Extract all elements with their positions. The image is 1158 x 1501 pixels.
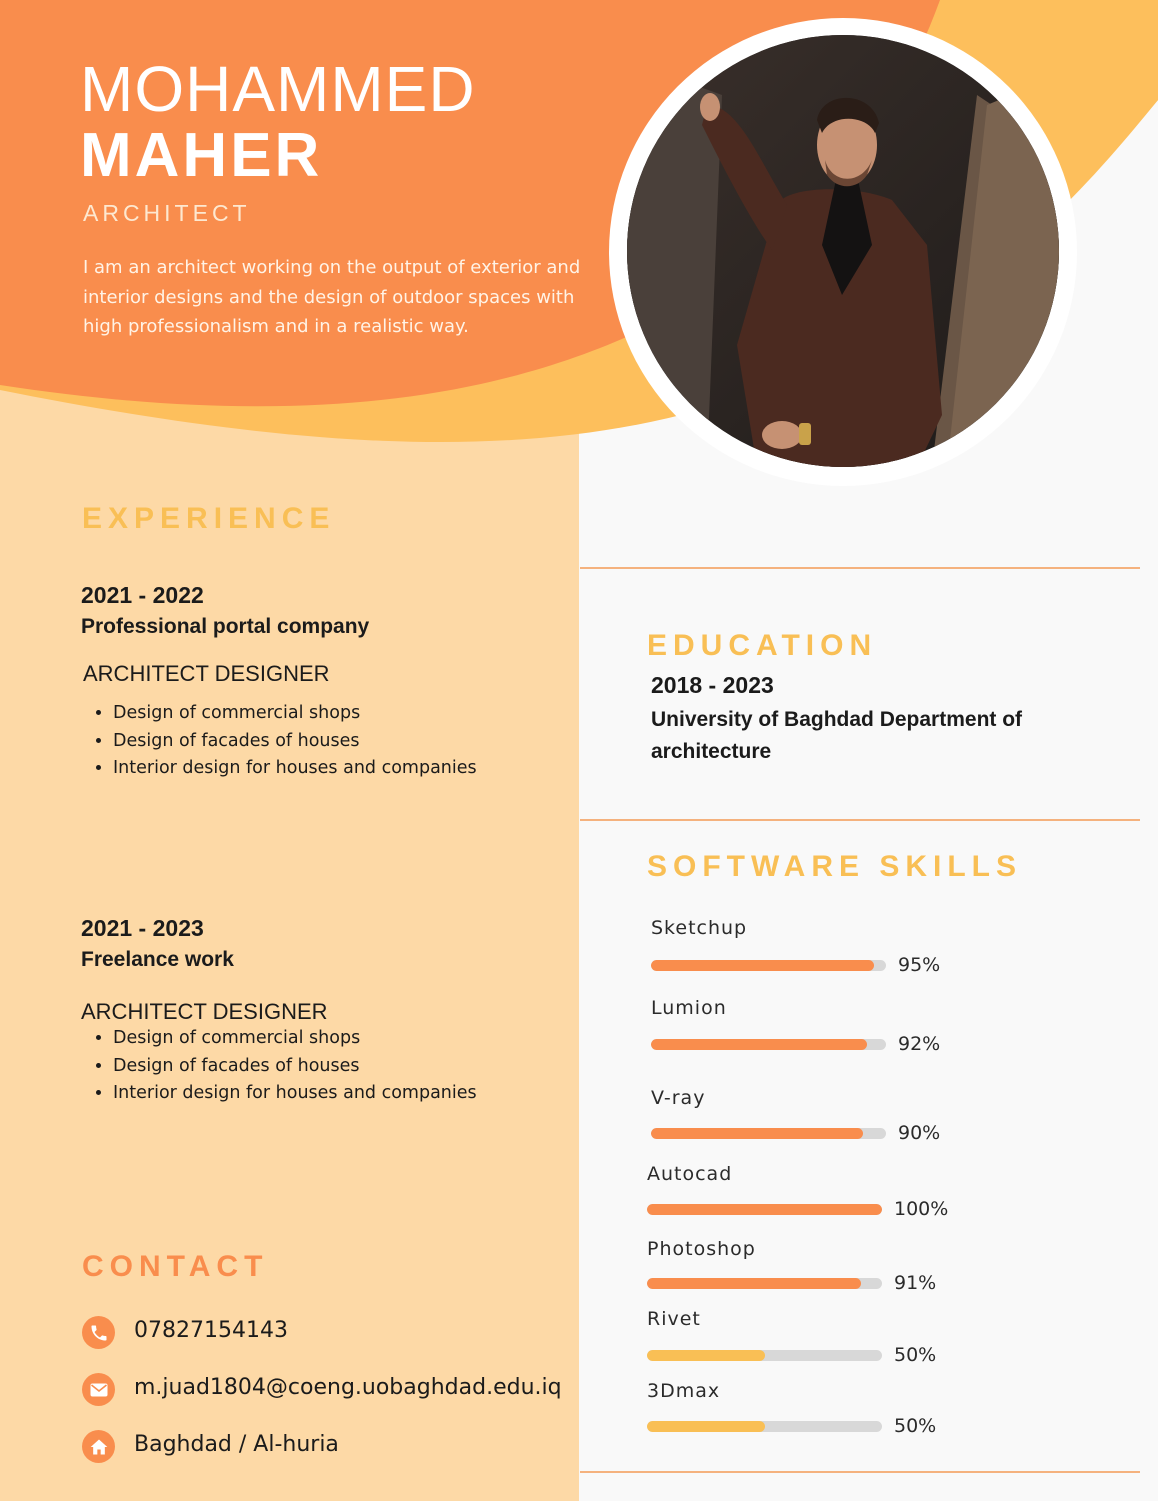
job-task: • Interior design for houses and companies [113,1080,477,1108]
skill-bar-fill [651,960,874,971]
skill-name: Autocad [647,1163,733,1185]
education-heading: EDUCATION [647,629,878,662]
home-icon [82,1430,115,1463]
skill-name: Photoshop [647,1238,756,1260]
contact-heading: CONTACT [82,1250,269,1283]
skills-heading: SOFTWARE SKILLS [647,850,1022,883]
skill-bar-fill [651,1128,863,1139]
skill-percent: 50% [894,1344,937,1366]
experience-heading: EXPERIENCE [82,502,336,535]
job-task: • Interior design for houses and companies [113,755,477,783]
divider [580,1471,1140,1473]
name-first: MOHAMMED [80,53,476,125]
phone-icon [82,1316,115,1349]
skill-bar [647,1278,882,1289]
mail-icon [82,1373,115,1406]
skill-bar-fill [647,1421,765,1432]
skill-bar-fill [647,1278,861,1289]
contact-address: Baghdad / Al-huria [134,1432,339,1457]
skill-bar [647,1350,882,1361]
job-task: • Design of facades of houses [113,1053,477,1081]
skill-percent: 92% [898,1033,941,1055]
job-1-period: 2021 - 2022 [81,582,204,608]
skill-percent: 50% [894,1415,937,1437]
contact-email[interactable]: m.juad1804@coeng.uobaghdad.edu.iq [134,1375,562,1400]
skill-bar-fill [651,1039,867,1050]
skill-name: V-ray [651,1087,706,1109]
skill-name: Lumion [651,997,727,1019]
name-last: MAHER [80,121,323,190]
skill-percent: 100% [894,1198,949,1220]
contact-phone[interactable]: 07827154143 [134,1318,288,1343]
skill-bar-fill [647,1204,882,1215]
role-title: ARCHITECT [83,200,251,226]
skill-name: Sketchup [651,917,748,939]
education-period: 2018 - 2023 [651,672,774,698]
job-1-title: ARCHITECT DESIGNER [83,661,330,686]
skill-bar [651,1128,886,1139]
job-1-company: Professional portal company [81,615,370,638]
skill-bar [651,960,886,971]
profile-summary: I am an architect working on the output of exterior and interior designs and the design of outdoor spaces with high professionalism and in a realistic way. [83,257,581,337]
job-task: • Design of facades of houses [113,728,477,756]
skill-name: Rivet [647,1308,701,1330]
skill-percent: 90% [898,1122,941,1144]
skill-bar [651,1039,886,1050]
skill-bar [647,1421,882,1432]
education-school: University of Baghdad Department of architecture [651,708,1023,763]
job-task: • Design of commercial shops [113,700,477,728]
job-2-title: ARCHITECT DESIGNER [81,999,328,1024]
divider [580,567,1140,569]
skill-percent: 95% [898,954,941,976]
job-2-period: 2021 - 2023 [81,915,204,941]
profile-photo [627,35,1059,467]
skill-name: 3Dmax [647,1380,721,1402]
job-task: • Design of commercial shops [113,1025,477,1053]
job-2-tasks [81,1025,477,1108]
skill-bar [647,1204,882,1215]
job-1-tasks [81,700,477,783]
divider [580,819,1140,821]
skill-bar-fill [647,1350,765,1361]
skill-percent: 91% [894,1272,937,1294]
job-2-company: Freelance work [81,948,234,971]
